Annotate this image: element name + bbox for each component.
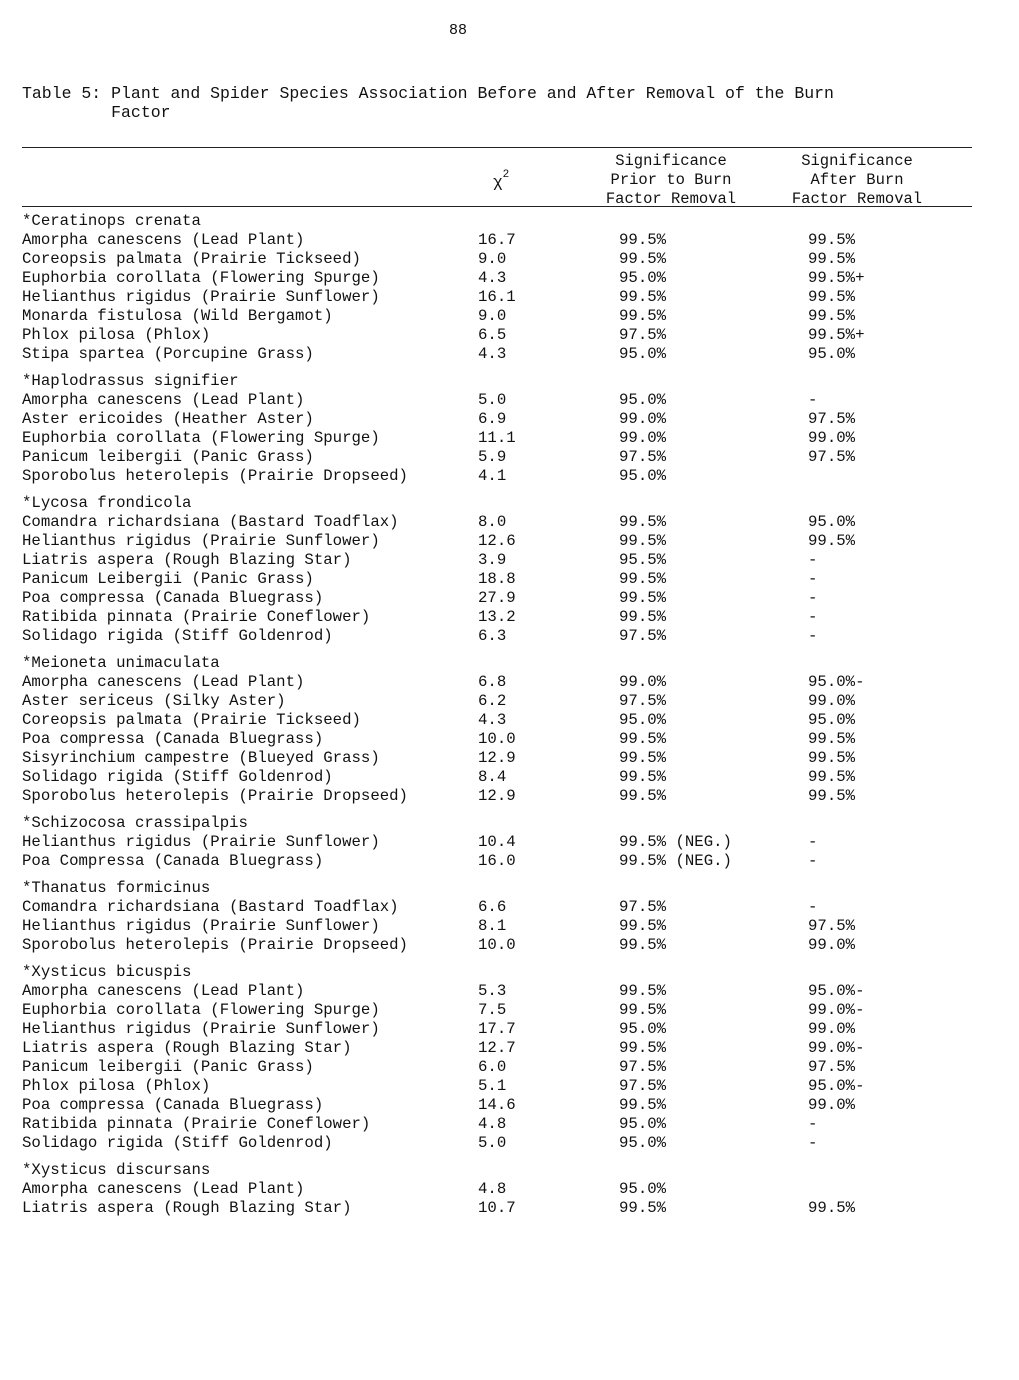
table-row (22, 768, 982, 787)
group-spacer (22, 364, 982, 372)
chi-square-value: 4.3 (478, 711, 507, 729)
species-name: *Xysticus discursans (22, 1161, 211, 1179)
plant-name: Panicum leibergii (Panic Grass) (22, 448, 314, 466)
chi-square-value: 27.9 (478, 589, 516, 607)
table-row (22, 448, 982, 467)
prior-significance: 95.0% (619, 711, 667, 729)
table-row (22, 982, 982, 1001)
plant-name: Panicum Leibergii (Panic Grass) (22, 570, 314, 588)
prior-significance: 99.5% (619, 982, 667, 1000)
table-row (22, 787, 982, 806)
species-heading-row (22, 372, 982, 391)
table-top-rule (22, 147, 972, 148)
table-row (22, 1058, 982, 1077)
chi-square-value: 5.0 (478, 1134, 507, 1152)
prior-significance: 99.5% (619, 917, 667, 935)
after-significance: 95.0% (808, 513, 856, 531)
after-significance: 99.5% (808, 730, 856, 748)
species-name: *Meioneta unimaculata (22, 654, 220, 672)
plant-name: Solidago rigida (Stiff Goldenrod) (22, 768, 333, 786)
after-significance: 99.0% (808, 1020, 856, 1038)
prior-significance: 99.5% (619, 749, 667, 767)
chi-square-value: 6.5 (478, 326, 507, 344)
chi-square-value: 5.3 (478, 982, 507, 1000)
plant-name: Euphorbia corollata (Flowering Spurge) (22, 1001, 380, 1019)
table-row (22, 852, 982, 871)
after-significance: - (808, 570, 818, 588)
chi-square-value: 10.4 (478, 833, 516, 851)
chi-square-value: 12.9 (478, 749, 516, 767)
plant-name: Coreopsis palmata (Prairie Tickseed) (22, 711, 361, 729)
after-significance: 97.5% (808, 410, 856, 428)
after-significance: - (808, 852, 818, 870)
plant-name: Sporobolus heterolepis (Prairie Dropseed) (22, 936, 408, 954)
table-row (22, 730, 982, 749)
after-significance: 99.5% (808, 231, 856, 249)
prior-significance: 99.5% (619, 608, 667, 626)
plant-name: Comandra richardsiana (Bastard Toadflax) (22, 898, 399, 916)
species-heading-row (22, 212, 982, 231)
plant-name: Helianthus rigidus (Prairie Sunflower) (22, 917, 380, 935)
table-row (22, 570, 982, 589)
after-significance: 99.0%- (808, 1001, 865, 1019)
species-name: *Thanatus formicinus (22, 879, 211, 897)
table-row (22, 391, 982, 410)
plant-name: Helianthus rigidus (Prairie Sunflower) (22, 532, 380, 550)
chi-square-value: 10.0 (478, 936, 516, 954)
species-name: *Ceratinops crenata (22, 212, 201, 230)
plant-name: Helianthus rigidus (Prairie Sunflower) (22, 833, 380, 851)
chi-superscript: 2 (502, 169, 510, 181)
chi-square-value: 3.9 (478, 551, 507, 569)
prior-significance: 99.5% (619, 307, 667, 325)
plant-name: Panicum leibergii (Panic Grass) (22, 1058, 314, 1076)
prior-significance: 99.5% (NEG.) (619, 852, 732, 870)
plant-name: Poa compressa (Canada Bluegrass) (22, 730, 324, 748)
chi-square-value: 9.0 (478, 250, 507, 268)
after-significance: - (808, 589, 818, 607)
table-row (22, 288, 982, 307)
chi-square-value: 4.3 (478, 345, 507, 363)
chi-square-value: 6.0 (478, 1058, 507, 1076)
page-number: 88 (449, 22, 468, 39)
chi-square-value: 18.8 (478, 570, 516, 588)
after-significance: - (808, 898, 818, 916)
prior-significance: 99.0% (619, 410, 667, 428)
chi-square-value: 6.8 (478, 673, 507, 691)
table-row (22, 1039, 982, 1058)
table-row (22, 551, 982, 570)
species-name: *Lycosa frondicola (22, 494, 192, 512)
chi-square-value: 14.6 (478, 1096, 516, 1114)
after-significance: 99.5% (808, 250, 856, 268)
plant-name: Comandra richardsiana (Bastard Toadflax) (22, 513, 399, 531)
table-row (22, 1134, 982, 1153)
plant-name: Stipa spartea (Porcupine Grass) (22, 345, 314, 363)
plant-name: Liatris aspera (Rough Blazing Star) (22, 1039, 352, 1057)
species-heading-row (22, 814, 982, 833)
table-row (22, 692, 982, 711)
prior-significance: 95.0% (619, 391, 667, 409)
plant-name: Monarda fistulosa (Wild Bergamot) (22, 307, 333, 325)
after-significance: 99.5% (808, 768, 856, 786)
chi-square-value: 8.0 (478, 513, 507, 531)
chi-square-value: 16.7 (478, 231, 516, 249)
after-significance: 97.5% (808, 1058, 856, 1076)
after-significance: - (808, 608, 818, 626)
plant-name: Amorpha canescens (Lead Plant) (22, 391, 305, 409)
prior-significance: 99.5% (619, 1001, 667, 1019)
chi-square-header (493, 169, 510, 192)
prior-significance: 99.5% (619, 936, 667, 954)
chi-square-value: 6.9 (478, 410, 507, 428)
chi-square-value: 16.1 (478, 288, 516, 306)
chi-square-value: 10.7 (478, 1199, 516, 1217)
group-spacer (22, 486, 982, 494)
chi-square-value: 5.0 (478, 391, 507, 409)
plant-name: Amorpha canescens (Lead Plant) (22, 1180, 305, 1198)
prior-significance: 99.5% (619, 231, 667, 249)
after-significance: - (808, 1134, 818, 1152)
prior-significance: 95.0% (619, 1180, 667, 1198)
prior-significance: 99.5% (619, 250, 667, 268)
prior-significance: 97.5% (619, 448, 667, 466)
table-row (22, 608, 982, 627)
plant-name: Helianthus rigidus (Prairie Sunflower) (22, 288, 380, 306)
prior-header-line: Significance (615, 152, 727, 170)
table-header-rule (22, 206, 972, 207)
after-significance: 97.5% (808, 448, 856, 466)
after-header-line: Factor Removal (791, 190, 923, 208)
table-row (22, 345, 982, 364)
plant-name: Phlox pilosa (Phlox) (22, 1077, 211, 1095)
plant-name: Amorpha canescens (Lead Plant) (22, 231, 305, 249)
prior-significance: 99.5% (619, 288, 667, 306)
table-row (22, 269, 982, 288)
after-significance: 99.5%+ (808, 326, 865, 344)
prior-significance: 97.5% (619, 1077, 667, 1095)
chi-square-value: 12.7 (478, 1039, 516, 1057)
table-row (22, 1001, 982, 1020)
chi-square-value: 16.0 (478, 852, 516, 870)
after-significance: 99.0% (808, 692, 856, 710)
plant-name: Euphorbia corollata (Flowering Spurge) (22, 269, 380, 287)
chi-square-value: 7.5 (478, 1001, 507, 1019)
plant-name: Sporobolus heterolepis (Prairie Dropseed) (22, 787, 408, 805)
table-row (22, 749, 982, 768)
after-significance: 99.5% (808, 288, 856, 306)
after-significance: 99.5% (808, 532, 856, 550)
prior-significance: 99.5% (619, 513, 667, 531)
table-row (22, 936, 982, 955)
after-significance: 99.5% (808, 749, 856, 767)
plant-name: Amorpha canescens (Lead Plant) (22, 673, 305, 691)
prior-significance: 97.5% (619, 1058, 667, 1076)
plant-name: Poa compressa (Canada Bluegrass) (22, 589, 324, 607)
prior-significance: 99.5% (619, 768, 667, 786)
chi-square-value: 12.6 (478, 532, 516, 550)
plant-name: Coreopsis palmata (Prairie Tickseed) (22, 250, 361, 268)
plant-name: Poa Compressa (Canada Bluegrass) (22, 852, 324, 870)
table-row (22, 1077, 982, 1096)
chi-square-value: 10.0 (478, 730, 516, 748)
prior-significance: 99.5% (619, 787, 667, 805)
group-spacer (22, 806, 982, 814)
chi-square-value: 6.6 (478, 898, 507, 916)
prior-significance: 95.0% (619, 1020, 667, 1038)
prior-significance: 99.5% (619, 570, 667, 588)
species-name: *Xysticus bicuspis (22, 963, 192, 981)
species-heading-row (22, 654, 982, 673)
plant-name: Aster sericeus (Silky Aster) (22, 692, 286, 710)
group-spacer (22, 955, 982, 963)
after-significance: 99.0% (808, 429, 856, 447)
prior-significance: 95.0% (619, 1134, 667, 1152)
table-row (22, 833, 982, 852)
prior-significance: 95.5% (619, 551, 667, 569)
after-significance: 95.0% (808, 345, 856, 363)
after-header (772, 152, 942, 209)
prior-significance: 97.5% (619, 627, 667, 645)
plant-name: Aster ericoides (Heather Aster) (22, 410, 314, 428)
table-row (22, 250, 982, 269)
table-row (22, 513, 982, 532)
after-header-line: After Burn (810, 171, 904, 189)
table-row (22, 467, 982, 486)
plant-name: Ratibida pinnata (Prairie Coneflower) (22, 608, 371, 626)
chi-square-value: 5.1 (478, 1077, 507, 1095)
prior-significance: 99.0% (619, 673, 667, 691)
species-heading-row (22, 963, 982, 982)
chi-square-value: 5.9 (478, 448, 507, 466)
chi-square-value: 9.0 (478, 307, 507, 325)
table-row (22, 532, 982, 551)
prior-significance: 99.5% (619, 589, 667, 607)
chi-square-value: 4.3 (478, 269, 507, 287)
prior-significance: 95.0% (619, 467, 667, 485)
chi-square-value: 8.4 (478, 768, 507, 786)
prior-significance: 99.5% (619, 532, 667, 550)
prior-significance: 99.5% (619, 730, 667, 748)
after-significance: - (808, 1115, 818, 1133)
plant-name: Poa compressa (Canada Bluegrass) (22, 1096, 324, 1114)
plant-name: Phlox pilosa (Phlox) (22, 326, 211, 344)
plant-name: Helianthus rigidus (Prairie Sunflower) (22, 1020, 380, 1038)
chi-symbol: χ (493, 173, 503, 192)
table-row (22, 326, 982, 345)
plant-name: Euphorbia corollata (Flowering Spurge) (22, 429, 380, 447)
table-caption: Table 5: Plant and Spider Species Association Before and After Removal of the Burn Factor (22, 84, 834, 122)
chi-square-value: 4.8 (478, 1180, 507, 1198)
species-name: *Haplodrassus signifier (22, 372, 239, 390)
table-row (22, 410, 982, 429)
after-significance: 99.5% (808, 787, 856, 805)
group-spacer (22, 1153, 982, 1161)
plant-name: Amorpha canescens (Lead Plant) (22, 982, 305, 1000)
table-row (22, 307, 982, 326)
table-row (22, 429, 982, 448)
after-significance: 99.5%+ (808, 269, 865, 287)
after-significance: 99.0%- (808, 1039, 865, 1057)
chi-square-value: 4.1 (478, 467, 507, 485)
plant-name: Liatris aspera (Rough Blazing Star) (22, 551, 352, 569)
table-row (22, 898, 982, 917)
after-significance: 99.5% (808, 1199, 856, 1217)
prior-significance: 95.0% (619, 269, 667, 287)
table-row (22, 711, 982, 730)
prior-significance: 99.5% (619, 1039, 667, 1057)
table-row (22, 917, 982, 936)
plant-name: Sporobolus heterolepis (Prairie Dropseed) (22, 467, 408, 485)
after-significance: - (808, 833, 818, 851)
plant-name: Sisyrinchium campestre (Blueyed Grass) (22, 749, 380, 767)
group-spacer (22, 646, 982, 654)
after-significance: 95.0%- (808, 673, 865, 691)
table-body (22, 212, 982, 1218)
species-heading-row (22, 494, 982, 513)
chi-square-value: 17.7 (478, 1020, 516, 1038)
table-row (22, 627, 982, 646)
prior-significance: 97.5% (619, 898, 667, 916)
table-row (22, 1115, 982, 1134)
plant-name: Liatris aspera (Rough Blazing Star) (22, 1199, 352, 1217)
prior-header-line: Prior to Burn (610, 171, 732, 189)
group-spacer (22, 871, 982, 879)
after-significance: 99.5% (808, 307, 856, 325)
chi-square-value: 6.2 (478, 692, 507, 710)
prior-significance: 97.5% (619, 692, 667, 710)
prior-significance: 99.0% (619, 429, 667, 447)
prior-header (586, 152, 756, 209)
after-header-line: Significance (801, 152, 913, 170)
table-row (22, 589, 982, 608)
prior-header-line: Factor Removal (605, 190, 737, 208)
species-heading-row (22, 1161, 982, 1180)
after-significance: 95.0%- (808, 982, 865, 1000)
plant-name: Solidago rigida (Stiff Goldenrod) (22, 627, 333, 645)
chi-square-value: 12.9 (478, 787, 516, 805)
after-significance: 95.0%- (808, 1077, 865, 1095)
chi-square-value: 8.1 (478, 917, 507, 935)
after-significance: 99.0% (808, 1096, 856, 1114)
prior-significance: 99.5% (619, 1096, 667, 1114)
table-row (22, 1020, 982, 1039)
plant-name: Solidago rigida (Stiff Goldenrod) (22, 1134, 333, 1152)
after-significance: 95.0% (808, 711, 856, 729)
prior-significance: 95.0% (619, 345, 667, 363)
after-significance: - (808, 551, 818, 569)
chi-square-value: 4.8 (478, 1115, 507, 1133)
after-significance: - (808, 627, 818, 645)
species-name: *Schizocosa crassipalpis (22, 814, 248, 832)
prior-significance: 99.5% (NEG.) (619, 833, 732, 851)
after-significance: - (808, 391, 818, 409)
table-row (22, 1096, 982, 1115)
prior-significance: 95.0% (619, 1115, 667, 1133)
table-row (22, 1180, 982, 1199)
table-row (22, 673, 982, 692)
chi-square-value: 11.1 (478, 429, 516, 447)
plant-name: Ratibida pinnata (Prairie Coneflower) (22, 1115, 371, 1133)
prior-significance: 99.5% (619, 1199, 667, 1217)
table-row (22, 1199, 982, 1218)
table-row (22, 231, 982, 250)
chi-square-value: 6.3 (478, 627, 507, 645)
prior-significance: 97.5% (619, 326, 667, 344)
after-significance: 99.0% (808, 936, 856, 954)
species-heading-row (22, 879, 982, 898)
chi-square-value: 13.2 (478, 608, 516, 626)
after-significance: 97.5% (808, 917, 856, 935)
